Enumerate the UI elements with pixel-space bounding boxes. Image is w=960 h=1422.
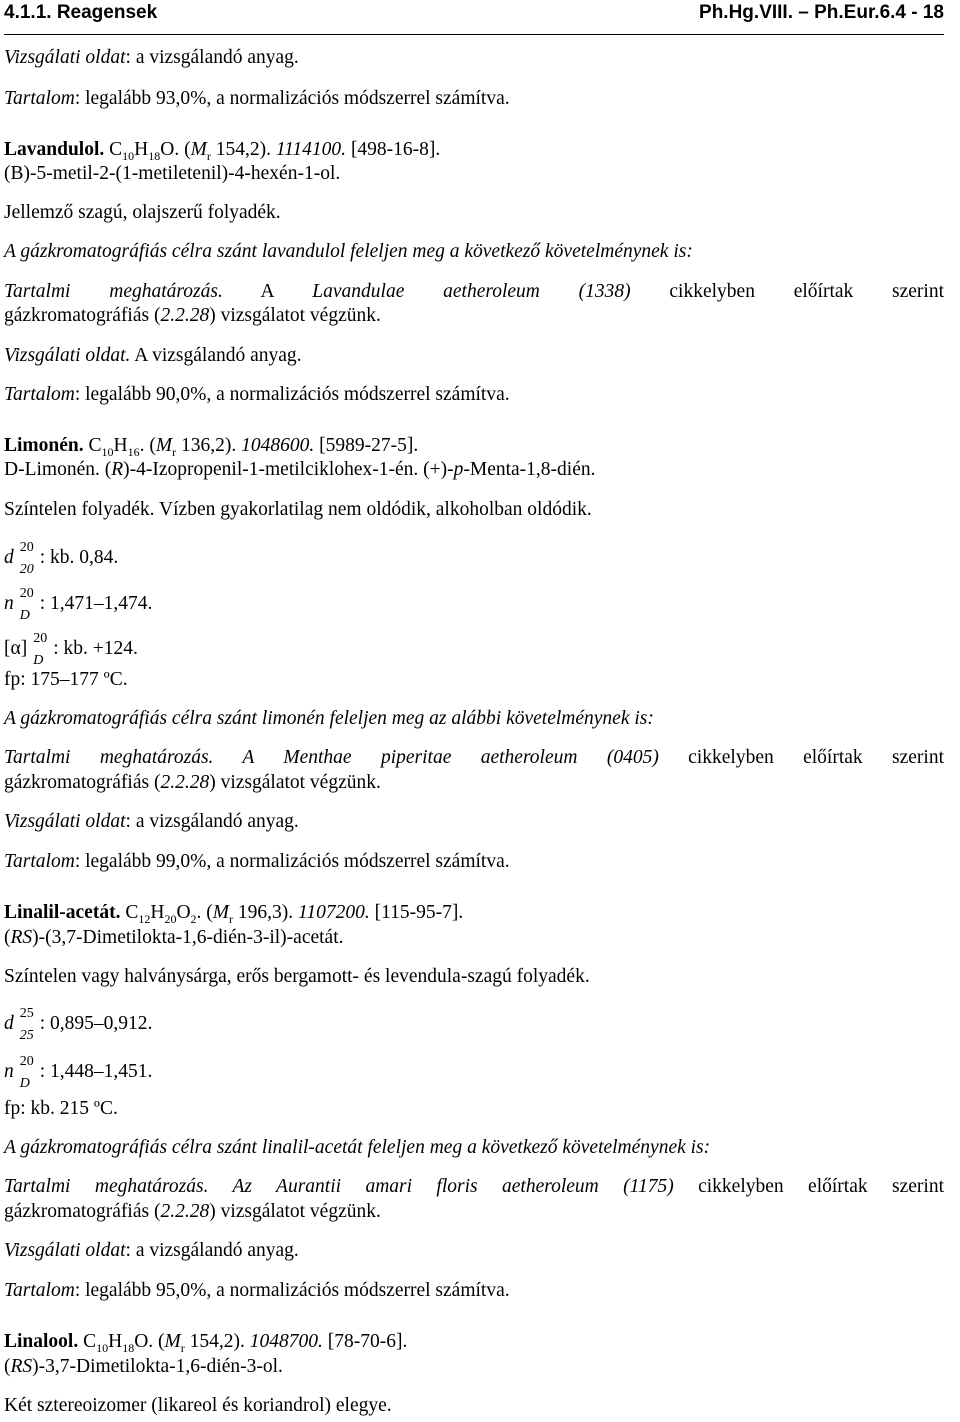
- linalyl-acetate-content: Tartalom: legalább 95,0%, a normalizációs módszerrel számítva.: [4, 1280, 510, 1301]
- linalool-entry-heading: Linalool. $C_{10}H_{18}O$. ($M_r$ 154,2). 1048700. [78-70-6].: [4, 1331, 408, 1355]
- section-title: 4.1.1. Reagensek: [4, 2, 158, 23]
- linalyl-acetate-relative-density: d 25 25 : 0,895–0,912.: [4, 1006, 153, 1043]
- limonene-assay-line: Tartalmi meghatározás. A Menthae piperitae aetheroleum (0405) cikkelyben előírtak szerint: [4, 747, 944, 768]
- linalyl-acetate-boiling-point: fp: kb. 215 ºC.: [4, 1098, 118, 1119]
- lavandulol-entry-heading: Lavandulol. $C_{10}H_{18}O$. ($M_r$ 154,2). 1114100. [498-16-8].: [4, 139, 441, 163]
- limonene-test-solution: Vizsgálati oldat: a vizsgálandó anyag.: [4, 811, 299, 832]
- lavandulol-assay-line: Tartalmi meghatározás. A Lavandulae aetheroleum (1338) cikkelyben előírtak szerint: [4, 281, 945, 302]
- lavandulol-description: Jellemző szagú, olajszerű folyadék.: [4, 202, 281, 223]
- lavandulol-test-solution: Vizsgálati oldat. A vizsgálandó anyag.: [4, 345, 302, 366]
- linalool-description: Két sztereoizomer (likareol és koriandrol) elegye.: [4, 1395, 392, 1416]
- limonene-gc-requirement: A gázkromatográfiás célra szánt limonén feleljen meg az alábbi követelménynek is:: [4, 708, 654, 729]
- pharmacopoeia-reference: Ph.Hg.VIII. – Ph.Eur.6.4 - 18: [699, 2, 944, 23]
- lavandulol-content: Tartalom: legalább 90,0%, a normalizációs módszerrel számítva.: [4, 384, 510, 405]
- linalyl-acetate-description: Színtelen vagy halványsárga, erős bergamott- és levendula-szagú folyadék.: [4, 966, 590, 987]
- linalyl-acetate-chemical-name: (RS)-(3,7-Dimetilokta-1,6-dién-3-il)-acetát.: [4, 927, 344, 948]
- linalyl-acetate-test-solution: Vizsgálati oldat: a vizsgálandó anyag.: [4, 1240, 299, 1261]
- lavandulol-gc-requirement: A gázkromatográfiás célra szánt lavandulol feleljen meg a következő követelménynek is:: [4, 241, 693, 262]
- limonene-optical-rotation: [α] 20 D : kb. +124.: [4, 631, 138, 668]
- limonene-boiling-point: fp: 175–177 ºC.: [4, 669, 128, 690]
- linalyl-acetate-gc-requirement: A gázkromatográfiás célra szánt linalil-acetát feleljen meg a következő követelménynek is:: [4, 1137, 711, 1158]
- limonene-content: Tartalom: legalább 99,0%, a normalizációs módszerrel számítva.: [4, 851, 510, 872]
- linalyl-acetate-refractive-index: n 20 D : 1,448–1,451.: [4, 1054, 153, 1091]
- limonene-description: Színtelen folyadék. Vízben gyakorlatilag nem oldódik, alkoholban oldódik.: [4, 499, 592, 520]
- test-solution-line: Vizsgálati oldat: a vizsgálandó anyag.: [4, 47, 299, 68]
- limonene-refractive-index: n 20 D : 1,471–1,474.: [4, 586, 153, 623]
- limonene-relative-density: d 20 20 : kb. 0,84.: [4, 540, 119, 577]
- limonene-entry-heading: Limonén. $C_{10}H_{16}$. ($M_r$ 136,2). 1048600. [5989-27-5].: [4, 435, 419, 459]
- lavandulol-assay-method: gázkromatográfiás (2.2.28) vizsgálatot végzünk.: [4, 305, 381, 326]
- content-line: Tartalom: legalább 93,0%, a normalizációs módszerrel számítva.: [4, 88, 510, 109]
- linalyl-acetate-entry-heading: Linalil-acetát. $C_{12}H_{20}O_2$. ($M_r$ 196,3). 1107200. [115-95-7].: [4, 902, 464, 926]
- linalyl-acetate-assay-line: Tartalmi meghatározás. Az Aurantii amari floris aetheroleum (1175) cikkelyben előírtak szerint: [4, 1176, 944, 1197]
- linalool-chemical-name: (RS)-3,7-Dimetilokta-1,6-dién-3-ol.: [4, 1356, 283, 1377]
- lavandulol-chemical-name: (B)-5-metil-2-(1-metiletenil)-4-hexén-1-ol.: [4, 163, 341, 184]
- page-header: [4, 0, 944, 35]
- linalyl-acetate-assay-method: gázkromatográfiás (2.2.28) vizsgálatot végzünk.: [4, 1201, 381, 1222]
- limonene-assay-method: gázkromatográfiás (2.2.28) vizsgálatot végzünk.: [4, 772, 381, 793]
- limonene-chemical-name: D-Limonén. (R)-4-Izopropenil-1-metilciklohex-1-én. (+)-p-Menta-1,8-dién.: [4, 459, 596, 480]
